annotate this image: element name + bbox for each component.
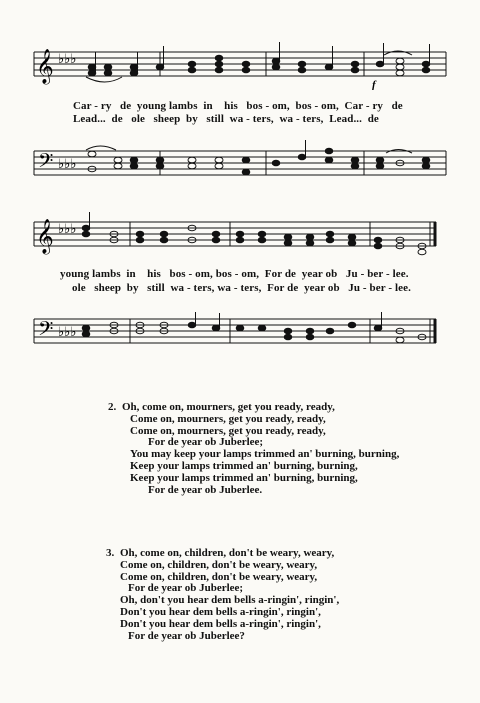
system1-lyric-line2: Lead... de ole sheep by still wa - ters, wa - ters, Lead... de xyxy=(73,113,379,125)
verse-line: For de year ob Juberlee; xyxy=(128,582,244,595)
verse-line: Don't you hear dem bells a-ringin', ringin', xyxy=(120,617,321,630)
verse-line: Oh, don't you hear dem bells a-ringin', ringin', xyxy=(120,594,340,607)
bass-clef-icon: 𝄢 xyxy=(38,149,54,177)
system2-lyric-line1: young lambs in his bos - om, bos - om, For de year ob Ju - ber - lee. xyxy=(60,268,409,280)
system2-bass-staff xyxy=(0,310,480,350)
verse-2 xyxy=(108,401,462,496)
system1-treble-staff xyxy=(0,40,480,90)
verse-line: For de year ob Juberlee. xyxy=(148,483,263,496)
verse-line: Oh, come on, mourners, get you ready, ready, xyxy=(122,401,335,413)
key-signature-flats: ♭♭♭ xyxy=(58,52,77,67)
system2-treble-staff xyxy=(0,210,480,260)
treble-clef-icon: 𝄞 xyxy=(36,49,54,84)
verse-number: 3. xyxy=(106,547,115,559)
forte-marking: f xyxy=(372,79,376,90)
verse-line: For de year ob Juberlee? xyxy=(128,629,245,642)
verse-line: You may keep your lamps trimmed an' burning, burning, xyxy=(130,448,400,461)
verse-number: 2. xyxy=(108,401,117,413)
treble-clef-icon: 𝄞 xyxy=(36,219,54,254)
verse-line: Come on, children, don't be weary, weary, xyxy=(120,570,318,583)
system2-lyric-line2: ole sheep by still wa - ters, wa - ters, For de year ob Ju - ber - lee. xyxy=(72,282,411,294)
key-signature-flats: ♭♭♭ xyxy=(58,222,77,237)
system1-lyric-line1: Car - ry de young lambs in his bos - om, bos - om, Car - ry de xyxy=(73,100,403,112)
verse-line: Don't you hear dem bells a-ringin', ringin', xyxy=(120,605,321,618)
verse-line: Keep your lamps trimmed an' burning, burning, xyxy=(130,471,358,484)
bass-key-signature-flats: ♭♭♭ xyxy=(58,157,77,172)
system1-bass-staff xyxy=(0,140,480,180)
verse-line: For de year ob Juberlee; xyxy=(148,436,264,449)
verse-line: Come on, mourners, get you ready, ready, xyxy=(130,412,326,425)
bass-clef-icon: 𝄢 xyxy=(38,317,54,345)
verse-line: Come on, children, don't be weary, weary, xyxy=(120,558,318,571)
verse-3 xyxy=(106,547,460,642)
verse-line: Come on, mourners, get you ready, ready, xyxy=(130,424,326,437)
verse-line: Keep your lamps trimmed an' burning, burning, xyxy=(130,459,358,472)
verse-line: Oh, come on, children, don't be weary, weary, xyxy=(120,547,335,559)
bass-key-signature-flats: ♭♭♭ xyxy=(58,325,77,340)
